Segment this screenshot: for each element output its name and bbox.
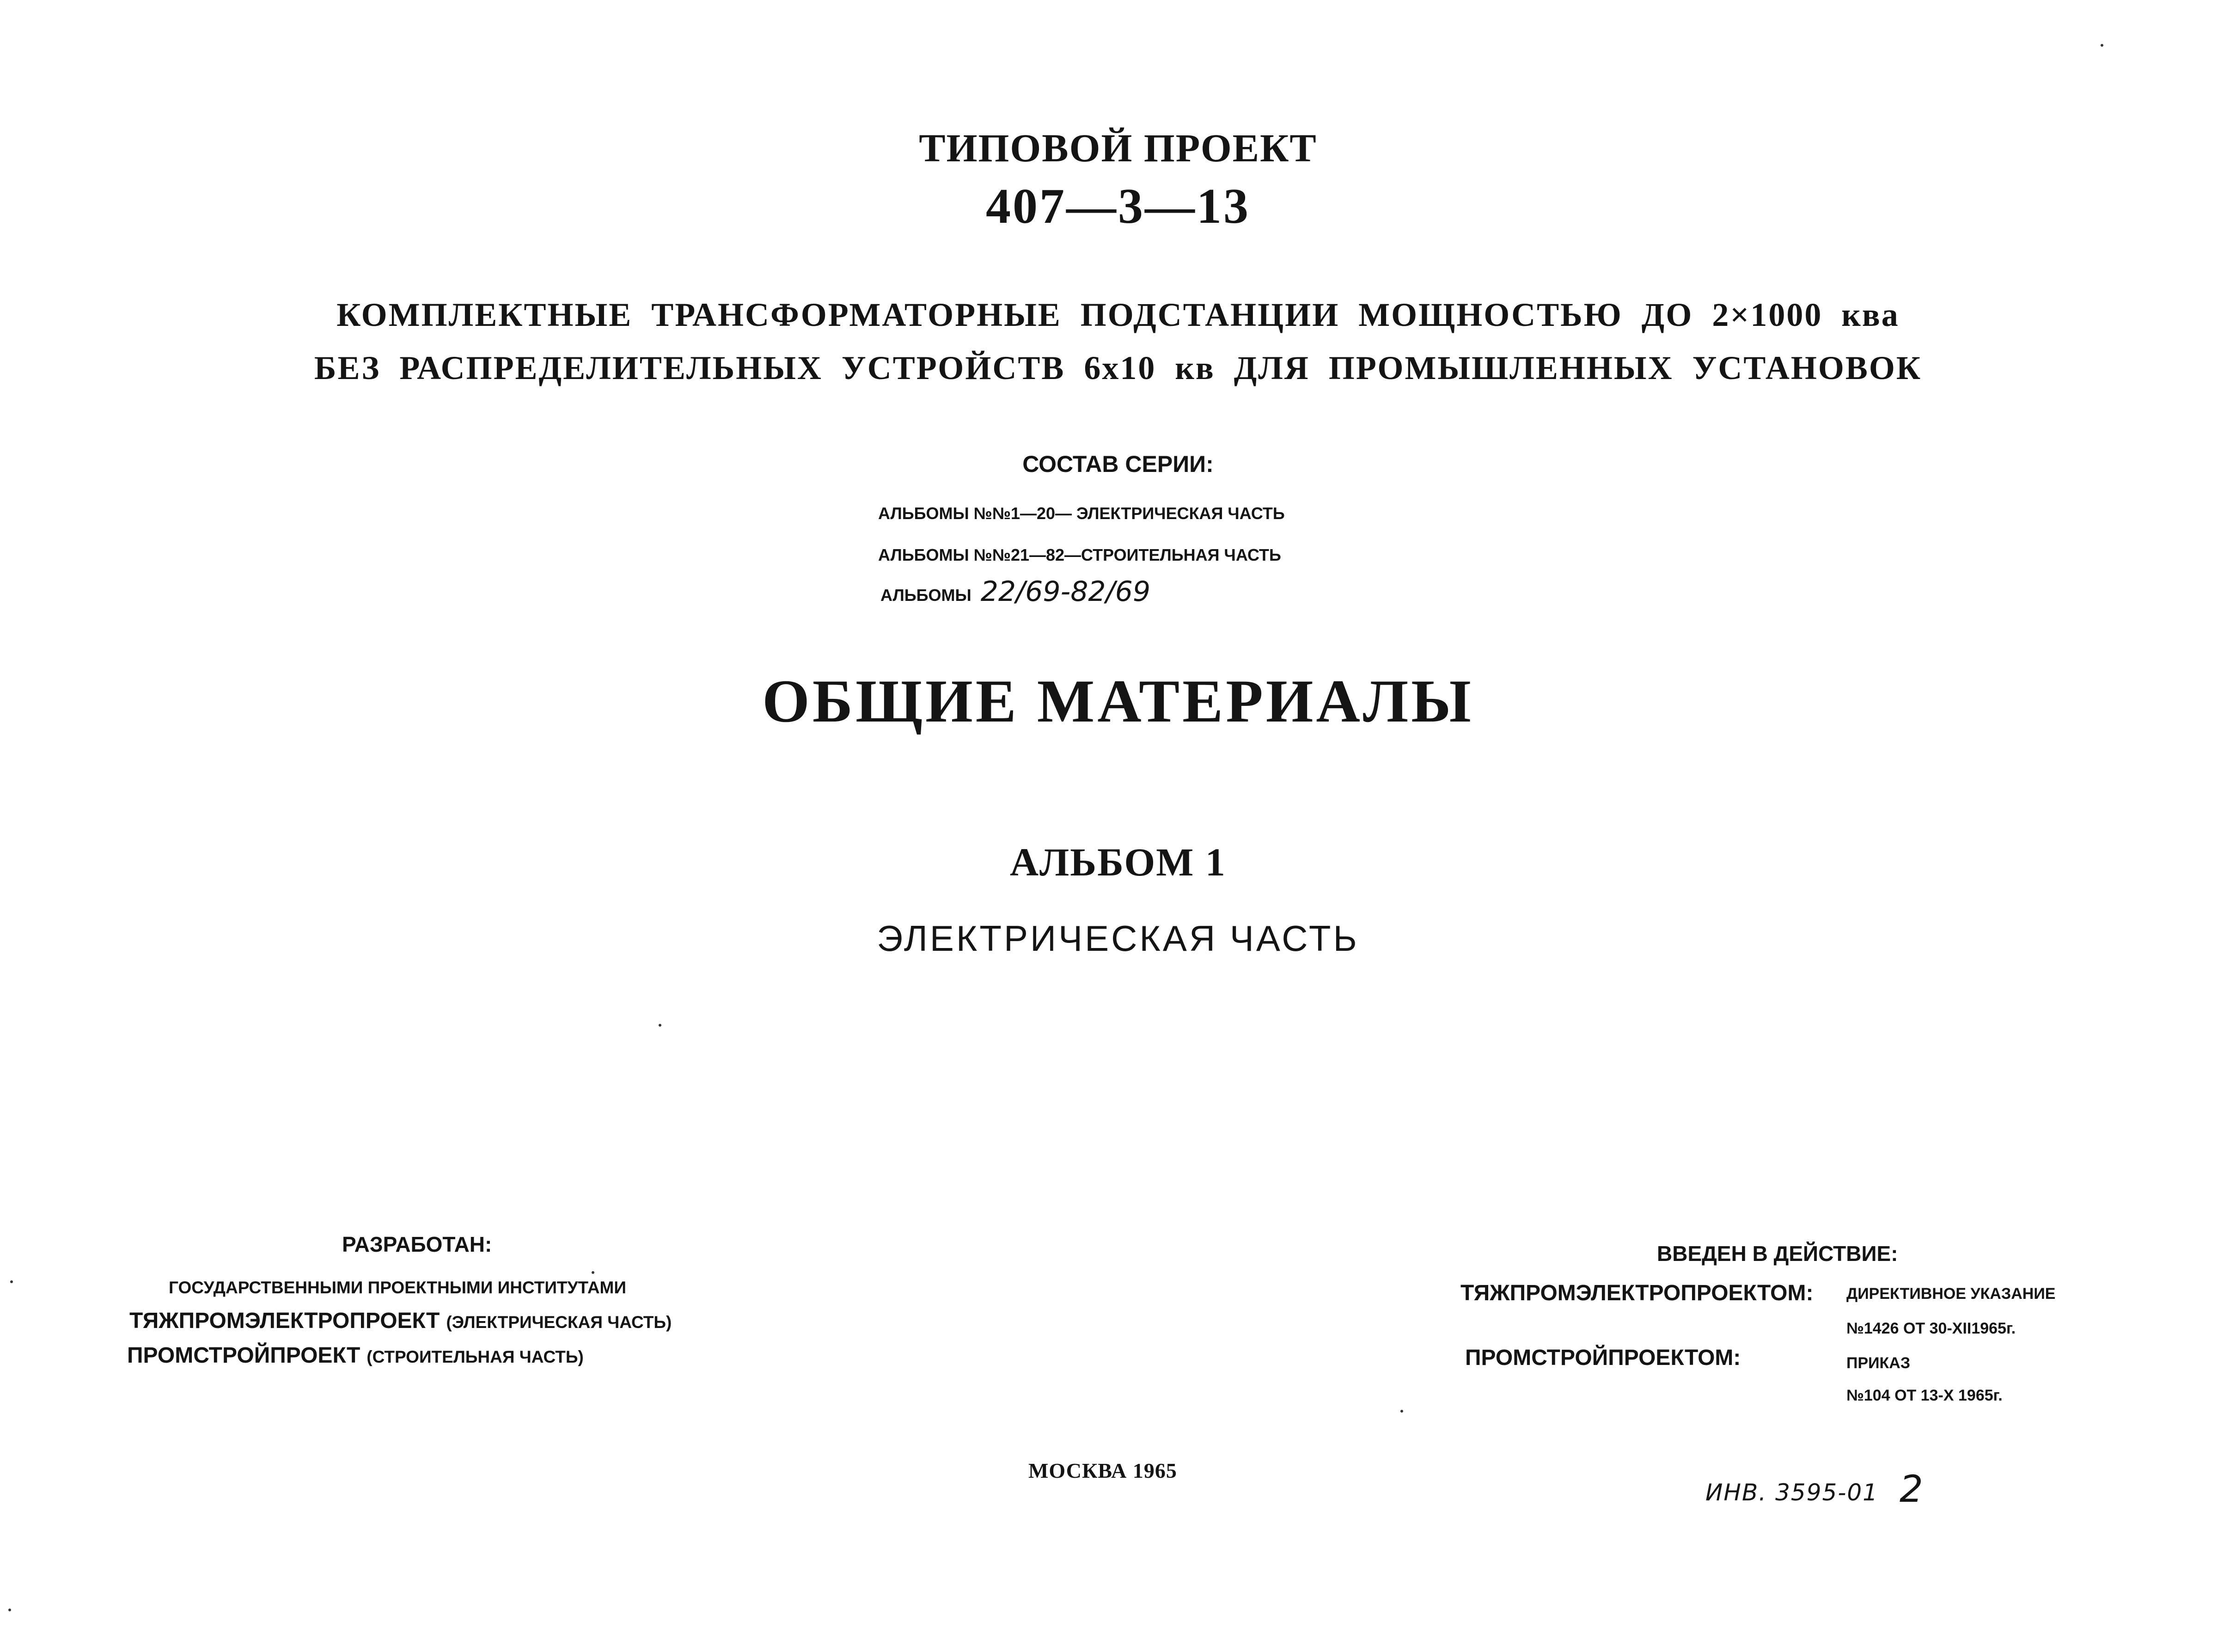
- enacted-org-2-ref: №104 ОТ 13-X 1965г.: [1846, 1387, 2003, 1404]
- album-label: АЛЬБОМ 1: [1010, 840, 1226, 884]
- page-mark: 2: [1900, 1468, 1923, 1511]
- enacted-org-1-ref: №1426 ОТ 30-XII1965г.: [1846, 1320, 2016, 1337]
- series-item: АЛЬБОМЫ №№1—20— ЭЛЕКТРИЧЕСКАЯ ЧАСТЬ: [878, 504, 1285, 523]
- developed-org-1-part: (ЭЛЕКТРИЧЕСКАЯ ЧАСТЬ): [446, 1313, 672, 1332]
- developed-org-1-name: ТЯЖПРОМЭЛЕКТРОПРОЕКТ: [129, 1309, 440, 1333]
- subject-line-1: КОМПЛЕКТНЫЕ ТРАНСФОРМАТОРНЫЕ ПОДСТАНЦИИ МОЩНОСТЬЮ ДО 2×1000 ква: [336, 296, 1900, 333]
- series-heading: СОСТАВ СЕРИИ:: [1022, 451, 1214, 477]
- developed-org-2: [127, 1343, 584, 1368]
- city-year: МОСКВА 1965: [1028, 1459, 1177, 1482]
- enacted-org-2: ПРОМСТРОЙПРОЕКТОМ:: [1465, 1346, 1741, 1370]
- project-type: ТИПОВОЙ ПРОЕКТ: [919, 126, 1317, 170]
- scan-speck: [592, 1271, 594, 1274]
- scan-speck: [2101, 44, 2103, 47]
- enacted-org-2-doc: ПРИКАЗ: [1846, 1354, 1911, 1372]
- inventory-number: ИНВ. 3595-01: [1705, 1479, 1878, 1506]
- scan-speck: [659, 1024, 661, 1027]
- series-item-extra: [880, 575, 1150, 608]
- scan-speck: [8, 1609, 11, 1611]
- developed-org-2-part: (СТРОИТЕЛЬНАЯ ЧАСТЬ): [367, 1347, 584, 1366]
- subject-line-2: БЕЗ РАСПРЕДЕЛИТЕЛЬНЫХ УСТРОЙСТВ 6х10 кв ДЛЯ ПРОМЫШЛЕННЫХ УСТАНОВОК: [314, 349, 1922, 386]
- series-extra-handwritten: 22/69-82/69: [980, 575, 1151, 608]
- document-title: ОБЩИЕ МАТЕРИАЛЫ: [762, 667, 1474, 735]
- developed-org-1: [129, 1308, 672, 1334]
- enacted-heading: ВВЕДЕН В ДЕЙСТВИЕ:: [1657, 1242, 1898, 1266]
- developed-org-2-name: ПРОМСТРОЙПРОЕКТ: [127, 1343, 360, 1368]
- album-part: ЭЛЕКТРИЧЕСКАЯ ЧАСТЬ: [877, 918, 1359, 959]
- scan-speck: [1400, 1410, 1403, 1413]
- enacted-org-1-doc: ДИРЕКТИВНОЕ УКАЗАНИЕ: [1846, 1285, 2056, 1303]
- developed-heading: РАЗРАБОТАН:: [342, 1232, 492, 1256]
- enacted-org-1: ТЯЖПРОМЭЛЕКТРОПРОЕКТОМ:: [1460, 1281, 1814, 1305]
- series-extra-prefix: АЛЬБОМЫ: [880, 586, 971, 605]
- project-number: 407—3—13: [986, 179, 1250, 234]
- scan-speck: [10, 1280, 13, 1283]
- series-item: АЛЬБОМЫ №№21—82—СТРОИТЕЛЬНАЯ ЧАСТЬ: [878, 545, 1281, 564]
- developed-by: ГОСУДАРСТВЕННЫМИ ПРОЕКТНЫМИ ИНСТИТУТАМИ: [169, 1278, 626, 1297]
